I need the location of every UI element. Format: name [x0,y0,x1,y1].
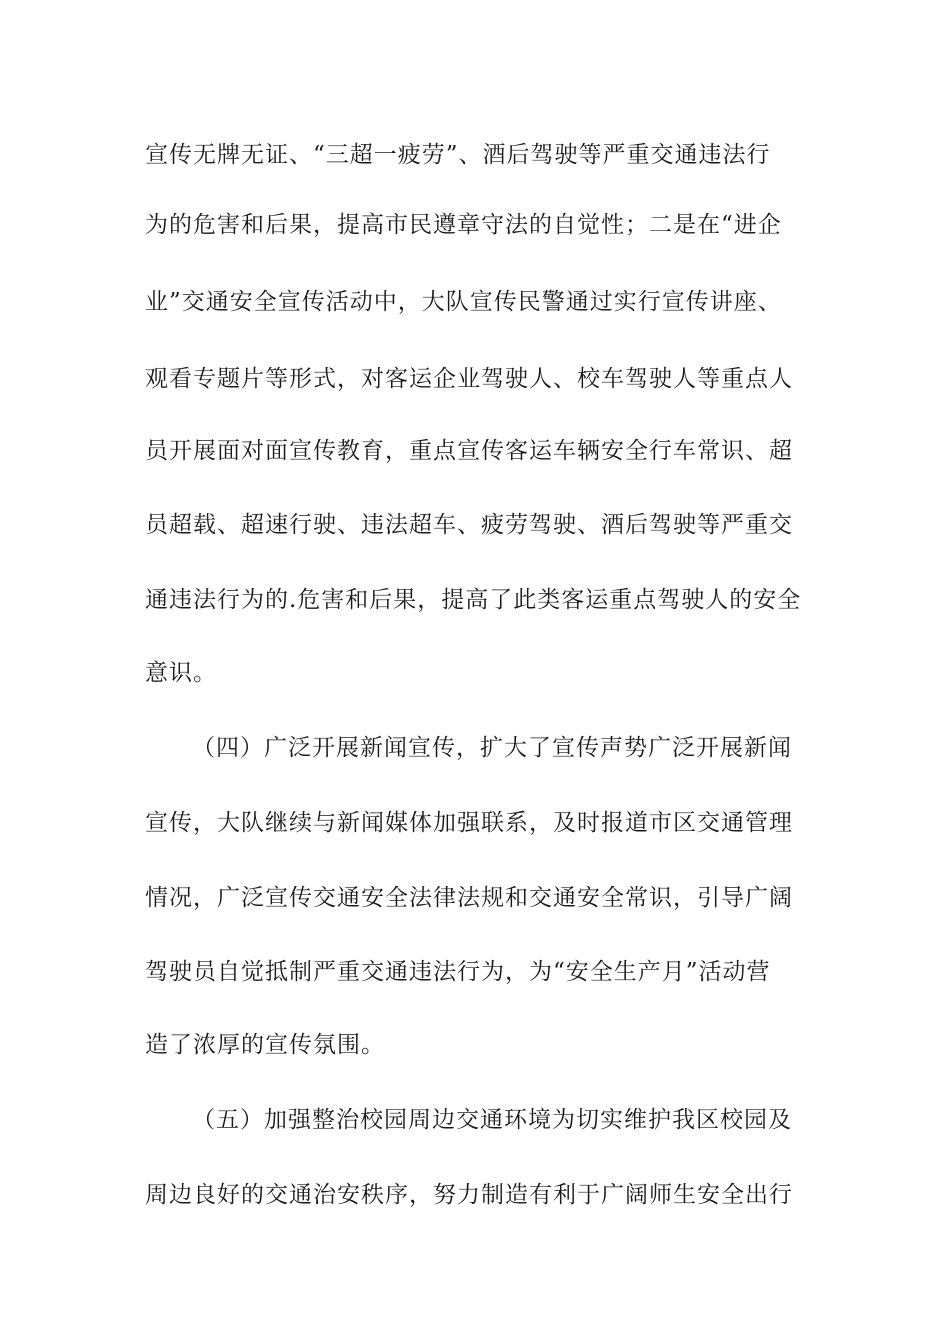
text-line: 情况，广泛宣传交通安全法律法规和交通安全常识，引导广阔 [145,885,793,911]
text-line: 为的危害和后果，提高市民遵章守法的自觉性；二是在“进企 [145,212,782,238]
text-line: 观看专题片等形式，对客运企业驾驶人、校车驾驶人等重点人 [145,366,793,392]
text-line: 造了浓厚的宣传氛围。 [145,1032,385,1058]
text-line: 通违法行为的.危害和后果，提高了此类客运重点驾驶人的安全 [145,587,802,613]
paragraph-5-first-line: （五）加强整治校园周边交通环境为切实维护我区校园及 [192,1107,792,1133]
text-line: 宣传无牌无证、“三超一疲劳”、酒后驾驶等严重交通违法行 [145,142,771,168]
text-line: 周边良好的交通治安秩序，努力制造有利于广阔师生安全出行 [145,1182,793,1208]
text-line: 驾驶员自觉抵制严重交通违法行为，为“安全生产月”活动营 [145,959,771,985]
text-line: 宣传，大队继续与新闻媒体加强联系，及时报道市区交通管理 [145,810,793,836]
text-line: 员开展面对面宣传教育，重点宣传客运车辆安全行车常识、超 [145,438,793,464]
text-line: 业”交通安全宣传活动中，大队宣传民警通过实行宣传讲座、 [145,289,782,315]
text-line: 员超载、超速行驶、违法超车、疲劳驾驶、酒后驾驶等严重交 [145,512,793,538]
paragraph-4-first-line: （四）广泛开展新闻宣传，扩大了宣传声势广泛开展新闻 [192,735,792,761]
text-line: 意识。 [145,660,217,686]
